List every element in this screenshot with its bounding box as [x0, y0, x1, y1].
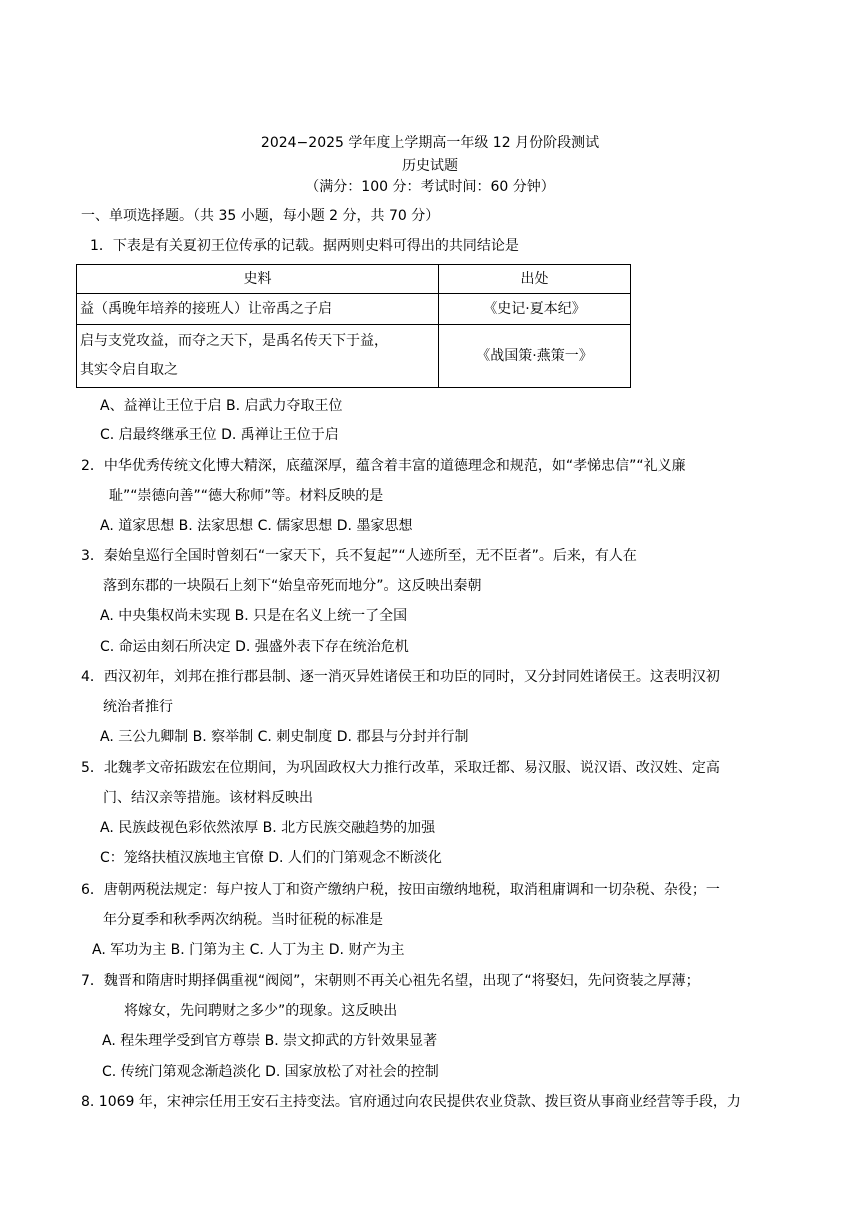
question-7-options-a-b: A. 程朱理学受到官方尊崇 B. 崇文抑武的方针效果显著: [102, 1033, 438, 1049]
table-row: [77, 294, 631, 325]
question-7-options-c-d: C. 传统门第观念渐趋淡化 D. 国家放松了对社会的控制: [102, 1064, 439, 1080]
question-3-line-2: 落到东郡的一块陨石上刻下“始皇帝死而地分”。这反映出秦朝: [103, 578, 482, 594]
question-6-options: A. 军功为主 B. 门第为主 C. 人丁为主 D. 财产为主: [92, 942, 405, 958]
table-row: [77, 325, 631, 388]
question-4-line-1: 4．西汉初年，刘邦在推行郡县制、逐一消灭异姓诸侯王和功臣的同时，又分封同姓诸侯王。这表明汉初: [81, 669, 720, 685]
question-1-options-a-b: A、益禅让王位于启 B. 启武力夺取王位: [100, 398, 343, 414]
table-header-origin: 出处: [439, 265, 631, 294]
exam-title: 2024−2025 学年度上学期高一年级 12 月份阶段测试: [260, 135, 600, 151]
table-cell-origin: 《战国策·燕策一》: [439, 325, 631, 388]
question-5-options-c-d: C：笼络扶植汉族地主官僚 D. 人们的门第观念不断淡化: [100, 850, 442, 866]
table-cell-text: 益（禹晚年培养的接班人）让帝禹之子启: [80, 301, 332, 317]
source-table: [76, 264, 631, 388]
question-3-options-c-d: C. 命运由刻石所决定 D. 强盛外表下存在统治危机: [100, 639, 409, 655]
table-header-row: [77, 265, 631, 294]
section-heading: 一、单项选择题。（共 35 小题，每小题 2 分，共 70 分）: [81, 208, 440, 224]
question-2-line-2: 耻”“崇德向善”“德大称师”等。材料反映的是: [109, 488, 384, 504]
question-5-options-a-b: A. 民族歧视色彩依然浓厚 B. 北方民族交融趋势的加强: [100, 820, 436, 836]
question-5-line-1: 5．北魏孝文帝拓跋宏在位期间，为巩固政权大力推行改革，采取迁都、易汉服、说汉语、改汉姓、定高: [81, 760, 720, 776]
exam-info: （满分：100 分：考试时间：60 分钟）: [305, 179, 555, 195]
table-cell-source: [77, 325, 439, 388]
table-cell-origin: 《史记·夏本纪》: [439, 294, 631, 325]
table-header-source: 史料: [77, 265, 439, 294]
question-1-options-c-d: C. 启最终继承王位 D. 禹禅让王位于启: [100, 427, 339, 443]
question-4-options: A. 三公九卿制 B. 察举制 C. 刺史制度 D. 郡县与分封并行制: [100, 729, 469, 745]
table-cell-text-line-2: 其实令启自取之: [80, 362, 178, 378]
question-1-stem: 1．下表是有关夏初王位传承的记载。据两则史料可得出的共同结论是: [90, 238, 519, 254]
question-3-options-a-b: A. 中央集权尚未实现 B. 只是在名义上统一了全国: [100, 608, 408, 624]
table-cell-source: [77, 294, 439, 325]
question-3-line-1: 3．秦始皇巡行全国时曾刻石“一家天下，兵不复起”“人迹所至，无不臣者”。后来，有人在: [81, 548, 637, 564]
question-7-line-2: 将嫁女，先问聘财之多少”的现象。这反映出: [124, 1003, 398, 1019]
question-2-options: A. 道家思想 B. 法家思想 C. 儒家思想 D. 墨家思想: [100, 518, 413, 534]
question-6-line-2: 年分夏季和秋季两次纳税。当时征税的标准是: [103, 912, 383, 928]
question-5-line-2: 门、结汉亲等措施。该材料反映出: [103, 790, 313, 806]
question-6-line-1: 6．唐朝两税法规定：每户按人丁和资产缴纳户税，按田亩缴纳地税，取消租庸调和一切杂税、杂役；一: [81, 882, 720, 898]
question-8-line-1: 8. 1069 年，宋神宗任用王安石主持变法。官府通过向农民提供农业贷款、拨巨资从事商业经营等手段，力: [81, 1094, 741, 1110]
table-cell-text-line-1: 启与支党攻益，而夺之天下，是禹名传天下于益，: [80, 333, 388, 349]
question-4-line-2: 统治者推行: [103, 699, 173, 715]
question-2-line-1: 2．中华优秀传统文化博大精深，底蕴深厚，蕴含着丰富的道德理念和规范，如“孝悌忠信”“礼义廉: [81, 458, 686, 474]
subject-title: 历史试题: [402, 158, 458, 174]
question-7-line-1: 7．魏晋和隋唐时期择偶重视“阀阅”，宋朝则不再关心祖先名望，出现了“将娶妇，先问资装之厚薄；: [81, 973, 700, 989]
